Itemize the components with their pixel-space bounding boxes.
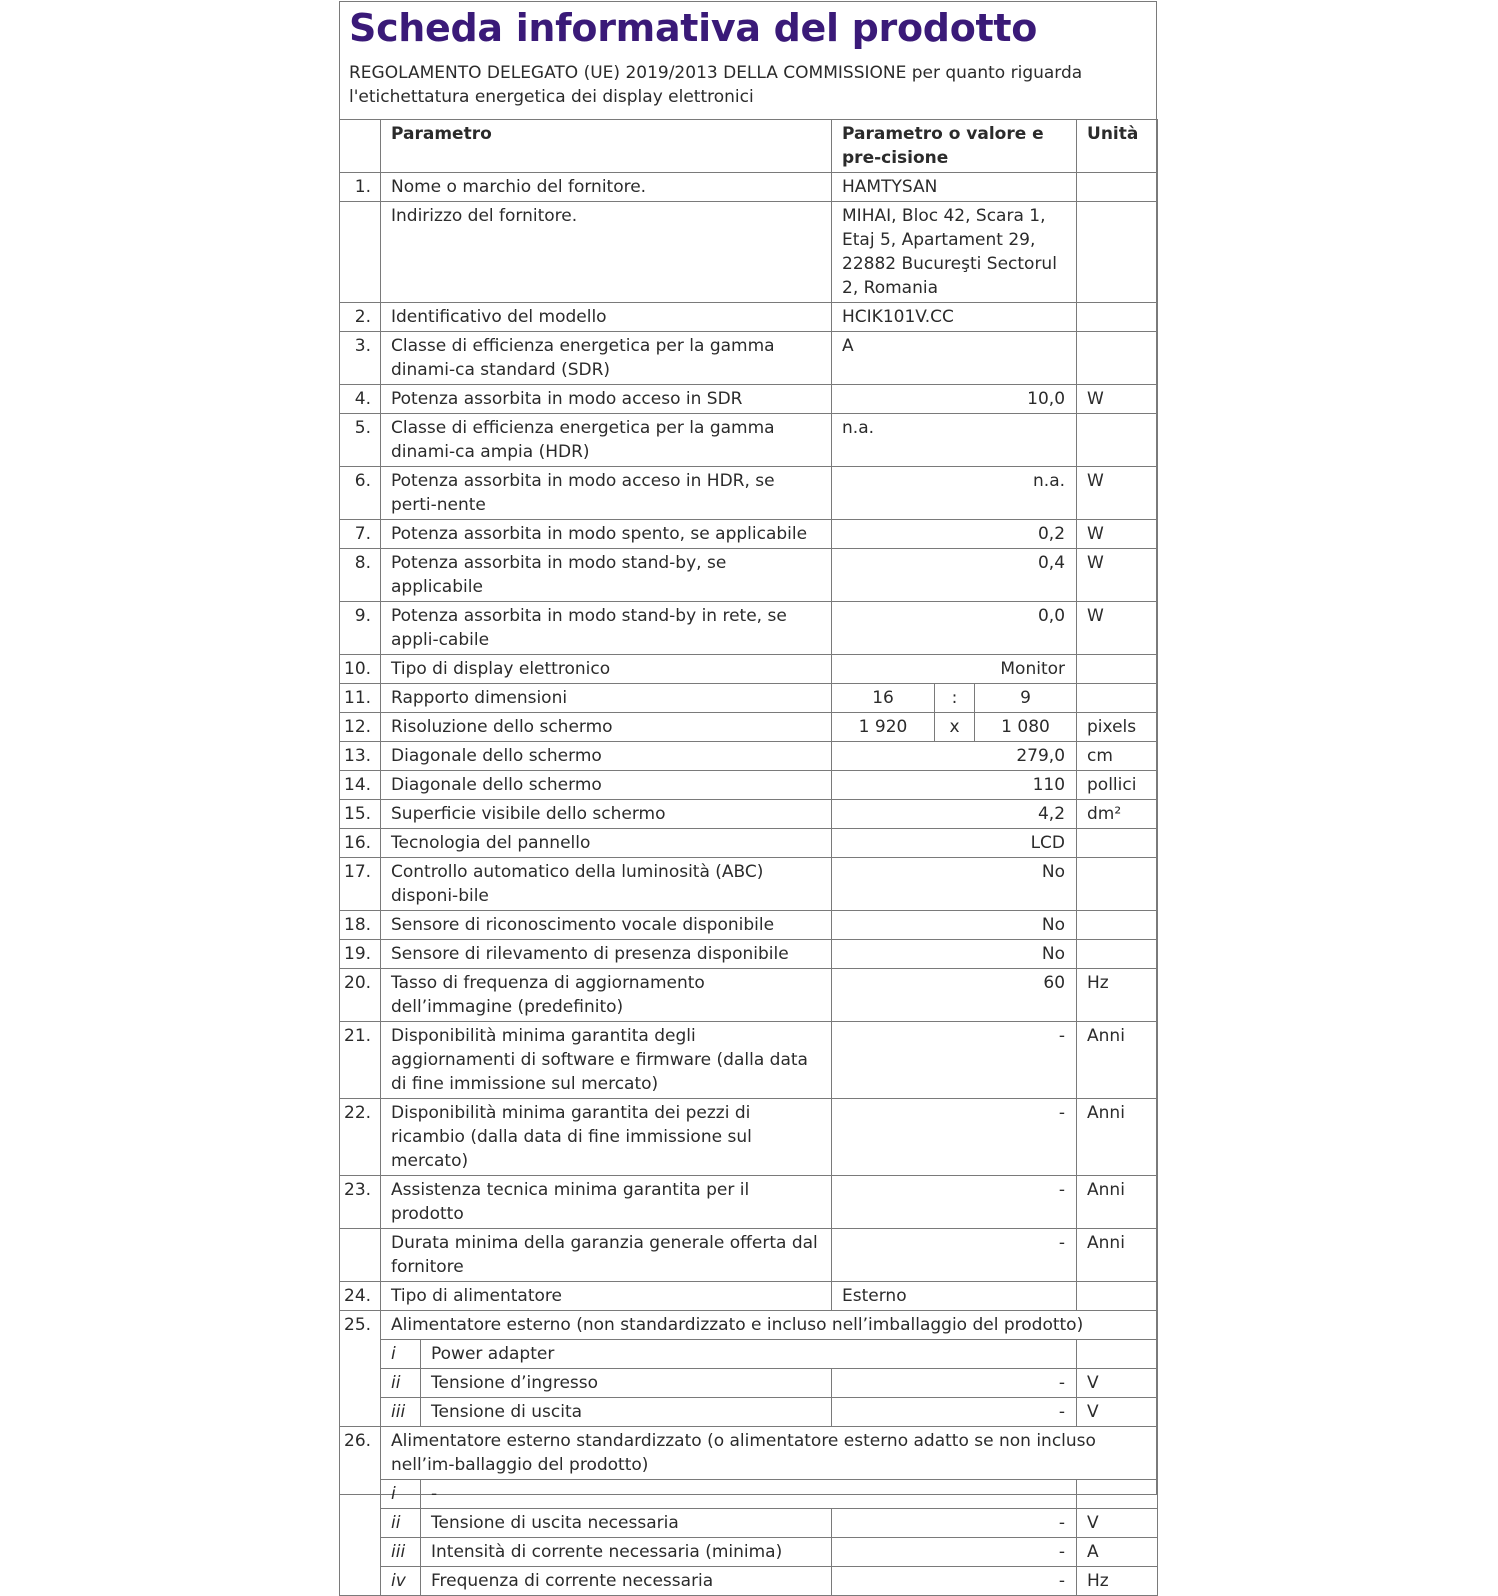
row-unit: Anni xyxy=(1077,1229,1158,1282)
row-value: LCD xyxy=(832,829,1077,858)
row-param: Classe di efficienza energetica per la gamma dinami-ca ampia (HDR) xyxy=(381,414,832,467)
row-param: Indirizzo del fornitore. xyxy=(381,202,832,303)
row-unit: Anni xyxy=(1077,1176,1158,1229)
row-param: - xyxy=(421,1480,1077,1509)
row-number xyxy=(340,202,381,303)
row-unit: W xyxy=(1077,520,1158,549)
table-row xyxy=(340,713,1158,742)
table-row xyxy=(340,969,1158,1022)
row-unit: cm xyxy=(1077,742,1158,771)
header-parametro: Parametro xyxy=(381,120,832,173)
product-information-table xyxy=(339,119,1158,1596)
row-param: Potenza assorbita in modo spento, se applicabile xyxy=(381,520,832,549)
row-param: Controllo automatico della luminosità (ABC) disponi-bile xyxy=(381,858,832,911)
row-unit xyxy=(1077,684,1158,713)
table-row xyxy=(340,414,1158,467)
row-unit xyxy=(1077,332,1158,385)
row-unit: dm² xyxy=(1077,800,1158,829)
table-row xyxy=(340,1538,1158,1567)
table-row xyxy=(340,1176,1158,1229)
resolution-separator: x xyxy=(935,713,975,742)
header-num-cell xyxy=(340,120,381,173)
row-param: Potenza assorbita in modo stand-by in rete, se appli-cabile xyxy=(381,602,832,655)
row-value: 0,2 xyxy=(832,520,1077,549)
row-value: A xyxy=(832,332,1077,385)
aspect-ratio-height: 9 xyxy=(975,684,1077,713)
row-unit: A xyxy=(1077,1538,1158,1567)
row-param: Tecnologia del pannello xyxy=(381,829,832,858)
table-row xyxy=(340,549,1158,602)
row-number: 23. xyxy=(340,1176,381,1229)
row-param: Sensore di riconoscimento vocale disponibile xyxy=(381,911,832,940)
table-row xyxy=(340,1509,1158,1538)
row-unit: V xyxy=(1077,1398,1158,1427)
sub-index: ii xyxy=(381,1369,421,1398)
table-row xyxy=(340,520,1158,549)
row-unit: W xyxy=(1077,549,1158,602)
table-row xyxy=(340,829,1158,858)
row-value: 0,4 xyxy=(832,549,1077,602)
sub-index: i xyxy=(381,1480,421,1509)
row-number: 9. xyxy=(340,602,381,655)
row-number: 10. xyxy=(340,655,381,684)
row-number: 22. xyxy=(340,1099,381,1176)
table-row xyxy=(340,800,1158,829)
row-unit: Anni xyxy=(1077,1099,1158,1176)
row-unit: pixels xyxy=(1077,713,1158,742)
row-number: 3. xyxy=(340,332,381,385)
row-param: Nome o marchio del fornitore. xyxy=(381,173,832,202)
row-param: Power adapter xyxy=(421,1340,1077,1369)
row-param: Risoluzione dello schermo xyxy=(381,713,832,742)
row-number: 24. xyxy=(340,1282,381,1311)
table-row xyxy=(340,385,1158,414)
row-param: Rapporto dimensioni xyxy=(381,684,832,713)
row-param: Diagonale dello schermo xyxy=(381,742,832,771)
row-number: 14. xyxy=(340,771,381,800)
row-value: 0,0 xyxy=(832,602,1077,655)
row-number: 5. xyxy=(340,414,381,467)
table-row xyxy=(340,173,1158,202)
row-value: HAMTYSAN xyxy=(832,173,1077,202)
table-row xyxy=(340,1567,1158,1596)
row-unit: W xyxy=(1077,602,1158,655)
resolution-height: 1 080 xyxy=(975,713,1077,742)
row-number: 20. xyxy=(340,969,381,1022)
row-unit xyxy=(1077,173,1158,202)
table-row xyxy=(340,303,1158,332)
section-heading-external-psu: Alimentatore esterno (non standardizzato e incluso nell’imballaggio del prodotto) xyxy=(381,1311,1158,1340)
row-unit xyxy=(1077,202,1158,303)
row-unit xyxy=(1077,1340,1158,1369)
row-value: n.a. xyxy=(832,414,1077,467)
header-unita: Unità xyxy=(1077,120,1158,173)
table-row xyxy=(340,1099,1158,1176)
row-value: - xyxy=(832,1176,1077,1229)
table-row xyxy=(340,655,1158,684)
row-param: Frequenza di corrente necessaria xyxy=(421,1567,832,1596)
sub-index: i xyxy=(381,1340,421,1369)
table-row xyxy=(340,940,1158,969)
row-unit xyxy=(1077,1480,1158,1509)
row-param: Tipo di display elettronico xyxy=(381,655,832,684)
table-header-row xyxy=(340,120,1158,173)
row-number: 7. xyxy=(340,520,381,549)
table-row xyxy=(340,1229,1158,1282)
row-param: Intensità di corrente necessaria (minima) xyxy=(421,1538,832,1567)
table-row xyxy=(340,684,1158,713)
row-unit xyxy=(1077,829,1158,858)
row-unit xyxy=(1077,303,1158,332)
row-number: 17. xyxy=(340,858,381,911)
row-number: 15. xyxy=(340,800,381,829)
row-unit xyxy=(1077,414,1158,467)
sub-index: iii xyxy=(381,1538,421,1567)
row-value: - xyxy=(832,1099,1077,1176)
row-param: Superficie visibile dello schermo xyxy=(381,800,832,829)
aspect-ratio-width: 16 xyxy=(832,684,935,713)
row-param: Tipo di alimentatore xyxy=(381,1282,832,1311)
section-heading-standard-psu: Alimentatore esterno standardizzato (o alimentatore esterno adatto se non incluso nell’im-ballaggio del prodotto) xyxy=(381,1427,1158,1480)
row-param: Disponibilità minima garantita dei pezzi di ricambio (dalla data di fine immissione sul mercato) xyxy=(381,1099,832,1176)
table-row xyxy=(340,1022,1158,1099)
row-number: 4. xyxy=(340,385,381,414)
row-param: Diagonale dello schermo xyxy=(381,771,832,800)
row-unit xyxy=(1077,858,1158,911)
table-row xyxy=(340,202,1158,303)
sub-index: iv xyxy=(381,1567,421,1596)
row-value: 4,2 xyxy=(832,800,1077,829)
table-row xyxy=(340,1398,1158,1427)
row-param: Identificativo del modello xyxy=(381,303,832,332)
resolution-width: 1 920 xyxy=(832,713,935,742)
row-unit: V xyxy=(1077,1509,1158,1538)
row-number: 16. xyxy=(340,829,381,858)
row-value: - xyxy=(832,1538,1077,1567)
table-row xyxy=(340,1369,1158,1398)
row-param: Potenza assorbita in modo acceso in SDR xyxy=(381,385,832,414)
row-param: Tensione di uscita xyxy=(421,1398,832,1427)
page-title: Scheda informativa del prodotto xyxy=(349,6,1038,50)
row-value: - xyxy=(832,1022,1077,1099)
row-value: - xyxy=(832,1369,1077,1398)
header-valore: Parametro o valore e pre-cisione xyxy=(832,120,1077,173)
table-row xyxy=(340,1427,1158,1480)
row-value: No xyxy=(832,858,1077,911)
row-unit: Anni xyxy=(1077,1022,1158,1099)
row-value: 10,0 xyxy=(832,385,1077,414)
row-value: 60 xyxy=(832,969,1077,1022)
row-value: 279,0 xyxy=(832,742,1077,771)
row-unit: V xyxy=(1077,1369,1158,1398)
row-unit xyxy=(1077,940,1158,969)
sub-index: ii xyxy=(381,1509,421,1538)
table-row xyxy=(340,742,1158,771)
row-number: 21. xyxy=(340,1022,381,1099)
row-number: 1. xyxy=(340,173,381,202)
table-row xyxy=(340,467,1158,520)
row-param: Tasso di frequenza di aggiornamento dell’immagine (predefinito) xyxy=(381,969,832,1022)
row-value: - xyxy=(832,1509,1077,1538)
row-number: 8. xyxy=(340,549,381,602)
table-row xyxy=(340,602,1158,655)
table-row xyxy=(340,771,1158,800)
row-number: 2. xyxy=(340,303,381,332)
row-param: Classe di efficienza energetica per la gamma dinami-ca standard (SDR) xyxy=(381,332,832,385)
row-value: - xyxy=(832,1229,1077,1282)
row-value: - xyxy=(832,1567,1077,1596)
table-row xyxy=(340,1311,1158,1340)
table-row xyxy=(340,858,1158,911)
regulation-subtitle: REGOLAMENTO DELEGATO (UE) 2019/2013 DELLA COMMISSIONE per quanto riguarda l'etichettatura energetica dei display elettronici xyxy=(349,63,1083,107)
row-param: Potenza assorbita in modo acceso in HDR, se perti-nente xyxy=(381,467,832,520)
row-value: HCIK101V.CC xyxy=(832,303,1077,332)
row-unit: pollici xyxy=(1077,771,1158,800)
row-number: 6. xyxy=(340,467,381,520)
sub-index: iii xyxy=(381,1398,421,1427)
row-value: No xyxy=(832,911,1077,940)
row-param: Tensione di uscita necessaria xyxy=(421,1509,832,1538)
row-unit: W xyxy=(1077,467,1158,520)
table-row xyxy=(340,1340,1158,1369)
row-unit xyxy=(1077,911,1158,940)
row-number: 19. xyxy=(340,940,381,969)
row-value: - xyxy=(832,1398,1077,1427)
row-number: 11. xyxy=(340,684,381,713)
aspect-ratio-separator: : xyxy=(935,684,975,713)
row-unit: Hz xyxy=(1077,969,1158,1022)
row-number: 13. xyxy=(340,742,381,771)
table-row xyxy=(340,1282,1158,1311)
row-param: Durata minima della garanzia generale offerta dal fornitore xyxy=(381,1229,832,1282)
row-unit xyxy=(1077,655,1158,684)
row-param: Potenza assorbita in modo stand-by, se applicabile xyxy=(381,549,832,602)
row-unit: W xyxy=(1077,385,1158,414)
row-number: 25. xyxy=(340,1311,381,1427)
row-unit xyxy=(1077,1282,1158,1311)
row-value: Monitor xyxy=(832,655,1077,684)
row-value: 110 xyxy=(832,771,1077,800)
row-number: 18. xyxy=(340,911,381,940)
row-number: 26. xyxy=(340,1427,381,1596)
table-row xyxy=(340,332,1158,385)
row-param: Tensione d’ingresso xyxy=(421,1369,832,1398)
row-value: No xyxy=(832,940,1077,969)
row-param: Sensore di rilevamento di presenza disponibile xyxy=(381,940,832,969)
row-value: n.a. xyxy=(832,467,1077,520)
row-number: 12. xyxy=(340,713,381,742)
row-value: Esterno xyxy=(832,1282,1077,1311)
row-value: MIHAI, Bloc 42, Scara 1, Etaj 5, Apartament 29, 22882 Bucureşti Sectorul 2, Romania xyxy=(832,202,1077,303)
row-param: Disponibilità minima garantita degli aggiornamenti di software e firmware (dalla data di fine immissione sul mercato) xyxy=(381,1022,832,1099)
table-row xyxy=(340,911,1158,940)
row-unit: Hz xyxy=(1077,1567,1158,1596)
table-row xyxy=(340,1480,1158,1509)
row-number xyxy=(340,1229,381,1282)
row-param: Assistenza tecnica minima garantita per il prodotto xyxy=(381,1176,832,1229)
